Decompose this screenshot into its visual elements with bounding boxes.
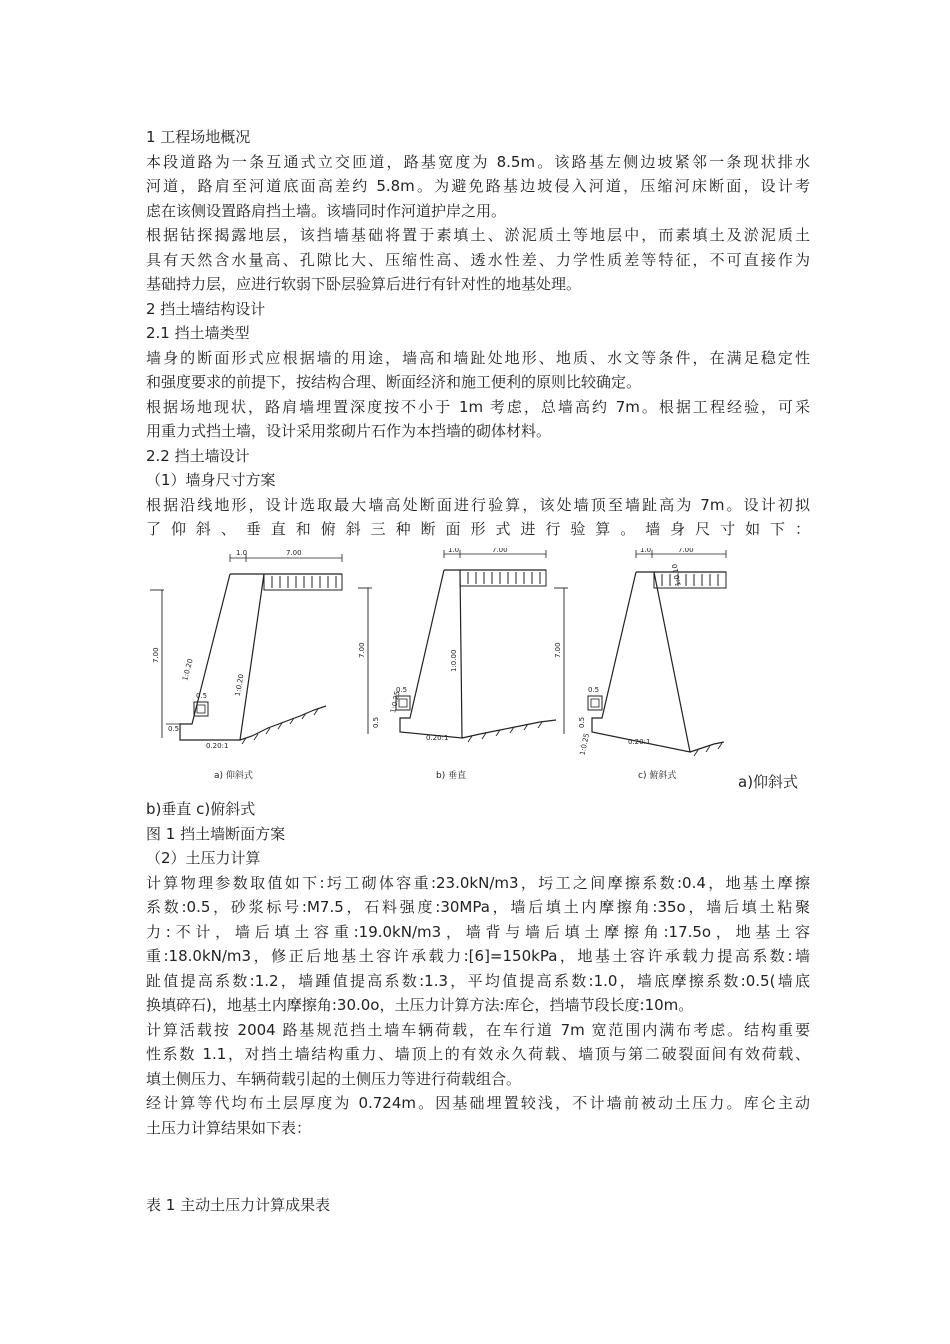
para6-line4: 重:18.0kN/m3，修正后地基土容许承载力:[6]=150kPa，地基土容许承载力提高系数:墙 [146, 947, 810, 965]
dim-c-step: 0.5 [588, 686, 600, 694]
para3-line2: 和强度要求的前提下，按结构合理、断面经济和施工便利的原则比较确定。 [146, 373, 642, 391]
para1-line3: 虑在该侧设置路肩挡土墙。该墙同时作河道护岸之用。 [146, 201, 507, 220]
para1-line2: 河道，路肩至河道底面高差约 5.8m。为避免路基边坡侵入河道，压缩河床断面，设计考 [146, 177, 810, 195]
retaining-wall-drawing [146, 548, 736, 786]
para1-line1: 本段道路为一条互通式立交匝道，路基宽度为 8.5m。该路基左侧边坡紧邻一条现状排水 [146, 152, 810, 171]
sublabel-c: c) 俯斜式 [638, 771, 677, 781]
dim-a-step: 0.5 [196, 692, 208, 700]
subsection-2-1-heading: 2.1 挡土墙类型 [146, 324, 250, 342]
subsection-2-2-heading: 2.2 挡土墙设计 [146, 446, 250, 465]
para7-line1: 计算活载按 2004 路基规范挡土墙车辆荷载，在车行道 7m 宽范围内满布考虑。结构重要 [146, 1020, 810, 1039]
para6-line5: 趾值提高系数:1.2，墙踵值提高系数:1.3，平均值提高系数:1.0，墙底摩擦系数:0.5(墙底 [146, 971, 810, 990]
para2-line2: 具有天然含水量高、孔隙比大、压缩性高、透水性差、力学性质差等特征，不可直接作为 [146, 250, 810, 269]
section-b-vertical [358, 548, 556, 781]
sublabel-a: a) 仰斜式 [214, 771, 253, 781]
section1-heading: 1 工程场地概况 [146, 128, 251, 146]
para7-line2: 性系数 1.1，对挡土墙结构重力、墙顶上的有效永久荷载、墙顶与第二破裂面间有效荷载、 [146, 1045, 810, 1063]
para6-line3: 力:不计，墙后填土容重:19.0kN/m3，墙背与墙后填土摩擦角:17.5o，地基土容 [146, 922, 810, 941]
para4-line1: 根据场地现状，路肩墙埋置深度按不小于 1m 考虑，总墙高约 7m。根据工程经验，可采 [146, 397, 810, 416]
para2-line1: 根据钻探揭露地层，该挡墙基础将置于素填土、淤泥质土等地层中，而素填土及淤泥质土 [146, 226, 810, 244]
para8-line2: 土压力计算结果如下表： [146, 1118, 312, 1137]
dim-c-top-right: 7.00 [678, 548, 694, 554]
para4-line2: 用重力式挡土墙，设计采用浆砌片石作为本挡墙的砌体材料。 [146, 422, 552, 440]
item2-heading: （2）土压力计算 [146, 849, 261, 867]
dim-b-toe: 0.5 [372, 716, 380, 728]
item1-heading: （1）墙身尺寸方案 [146, 471, 276, 489]
dim-a-height: 7.00 [152, 647, 160, 663]
para7-line3: 填土侧压力、车辆荷载引起的土侧压力等进行荷载组合。 [146, 1069, 522, 1088]
dim-b-base: 0.20:1 [426, 734, 449, 742]
retaining-wall-figure [146, 548, 736, 786]
dim-a-base: 0.20:1 [206, 742, 229, 750]
figure-title: 图 1 挡土墙断面方案 [146, 824, 286, 843]
dim-a-slope-back: 1:0.20 [233, 673, 246, 697]
dim-a-top-right: 7.00 [286, 549, 302, 557]
para2-line3: 基础持力层，应进行软弱下卧层验算后进行有针对性的地基处理。 [146, 275, 582, 293]
para5-line1: 根据沿线地形，设计选取最大墙高处断面进行验算，该处墙顶至墙趾高为 7m。设计初拟 [146, 495, 810, 514]
dim-b-slope-front: 1:0.25 [389, 690, 402, 714]
table1-title: 表 1 主动土压力计算成果表 [146, 1196, 331, 1214]
dim-c-top-left: 1.0 [640, 548, 652, 554]
para6-line1: 计算物理参数取值如下:圬工砌体容重:23.0kN/m3，圬工之间摩擦系数:0.4，地基土摩擦 [146, 873, 810, 892]
para8-line1: 经计算等代均布土层厚度为 0.724m。因基础埋置较浅，不计墙前被动土压力。库仑主动 [146, 1094, 810, 1112]
figure-caption-a: a)仰斜式 [738, 773, 799, 791]
dim-b-top-right: 7.00 [492, 548, 508, 554]
dim-c-base: 0.20:1 [628, 738, 651, 746]
section2-heading: 2 挡土墙结构设计 [146, 299, 266, 318]
dim-c-slope-back: 1:0.10 [670, 563, 683, 587]
dim-c-slope-front: 1:0.25 [578, 732, 592, 757]
dim-b-top-left: 1.0 [448, 548, 460, 554]
dim-a-top-left: 1.0 [236, 549, 248, 557]
para3-line1: 墙身的断面形式应根据墙的用途，墙高和墙趾处地形、地质、水文等条件，在满足稳定性 [146, 348, 810, 367]
figure-caption-bc: b)垂直 c)俯斜式 [146, 800, 256, 818]
dim-c-toe: 0.5 [578, 716, 586, 728]
dim-b-slope-back: 1:0.00 [450, 649, 458, 672]
dim-c-height: 7.00 [554, 642, 562, 658]
dim-a-slope-front: 1:0.20 [181, 657, 195, 682]
para6-line6: 换填碎石)，地基土内摩擦角:30.0o，土压力计算方法:库仑，挡墙节段长度:10m。 [146, 996, 694, 1014]
para6-line2: 系数:0.5，砂浆标号:M7.5，石料强度:30MPa，墙后填土内摩擦角:35o，墙后填土粘聚 [146, 898, 810, 916]
sublabel-b: b) 垂直 [436, 771, 467, 781]
para5-line2: 了 仰 斜 、 垂 直 和 俯 斜 三 种 断 面 形 式 进 行 验 算 。 墙 身 尺 寸 如 下 ： [146, 520, 810, 538]
dim-b-step: 0.5 [396, 686, 408, 694]
section-c-declined [554, 548, 726, 781]
section-a-inclined [150, 549, 342, 781]
dim-a-toe: 0.5 [168, 725, 180, 733]
dim-b-height: 7.00 [358, 642, 366, 658]
